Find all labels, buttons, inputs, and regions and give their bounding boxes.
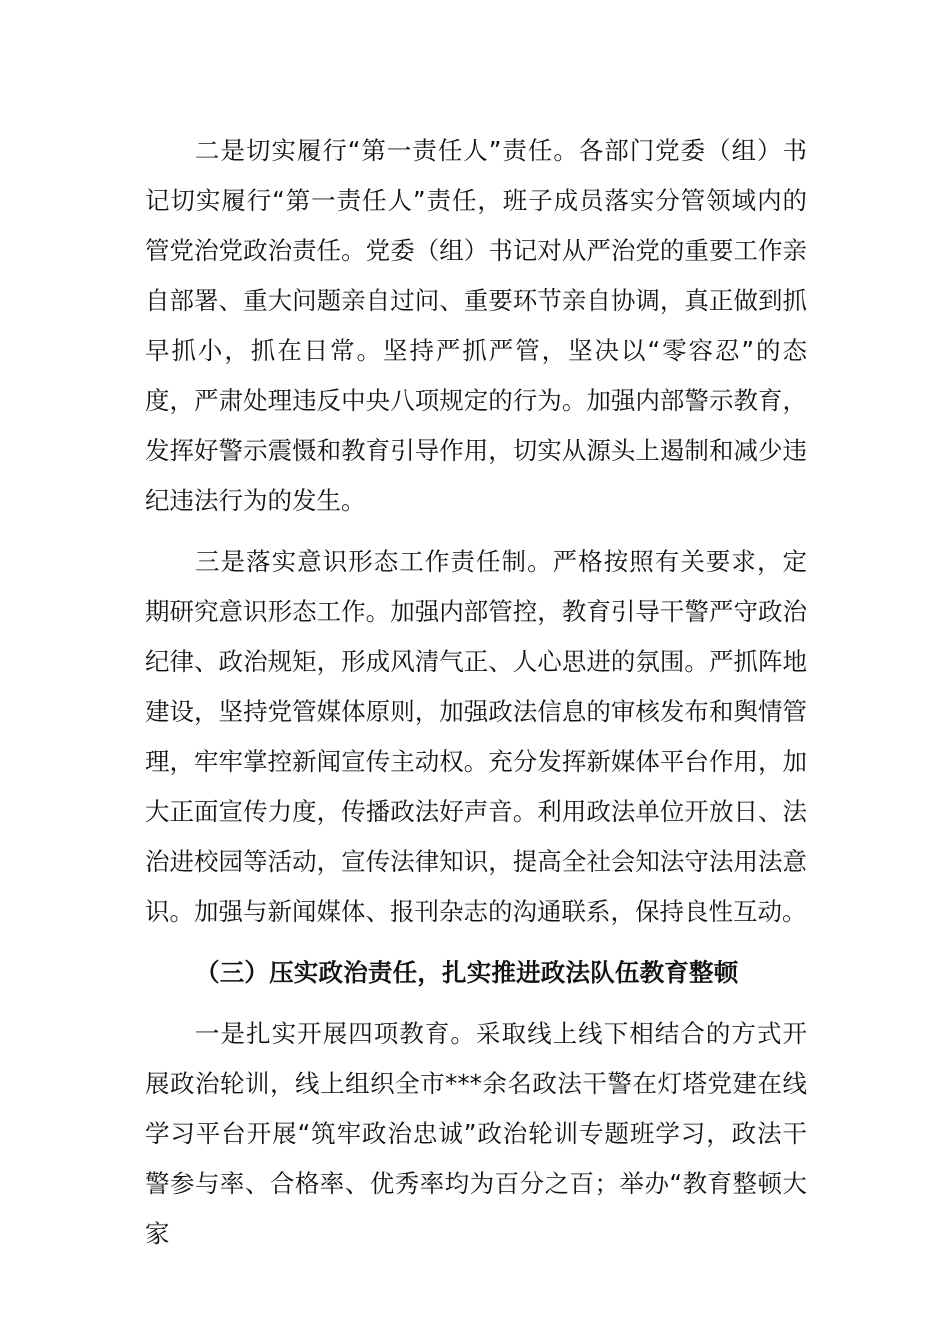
section-heading: （三）压实政治责任，扎实推进政法队伍教育整顿 [195,958,739,987]
document-body [145,126,807,1259]
paragraph-responsibility-first-person: 二是切实履行“第一责任人”责任。各部门党委（组）书记切实履行“第一责任人”责任，班子成员落实分管领域内的管党治党政治责任。党委（组）书记对从严治党的重要工作亲自部署、重大问题亲自过问、重要环节亲自协调，真正做到抓早抓小，抓在日常。坚持严抓严管，坚决以“零容忍”的态度，严肃处理违反中央八项规定的行为。加强内部警示教育，发挥好警示震慑和教育引导作用，切实从源头上遏制和减少违纪违法行为的发生。 [145,136,807,515]
paragraph-ideology-responsibility: 三是落实意识形态工作责任制。严格按照有关要求，定期研究意识形态工作。加强内部管控，教育引导干警严守政治纪律、政治规矩，形成风清气正、人心思进的氛围。严抓阵地建设，坚持党管媒体原则，加强政法信息的审核发布和舆情管理，牢牢掌控新闻宣传主动权。充分发挥新媒体平台作用，加大正面宣传力度，传播政法好声音。利用政法单位开放日、法治进校园等活动，宣传法律知识，提高全社会知法守法用法意识。加强与新闻媒体、报刊杂志的沟通联系，保持良性互动。 [145,547,807,926]
paragraph-four-educations: 一是扎实开展四项教育。采取线上线下相结合的方式开展政治轮训，线上组织全市***余名政法干警在灯塔党建在线学习平台开展“筑牢政治忠诚”政治轮训专题班学习，政法干警参与率、合格率、优秀率均为百分之百；举办“教育整顿大家 [145,1019,807,1248]
